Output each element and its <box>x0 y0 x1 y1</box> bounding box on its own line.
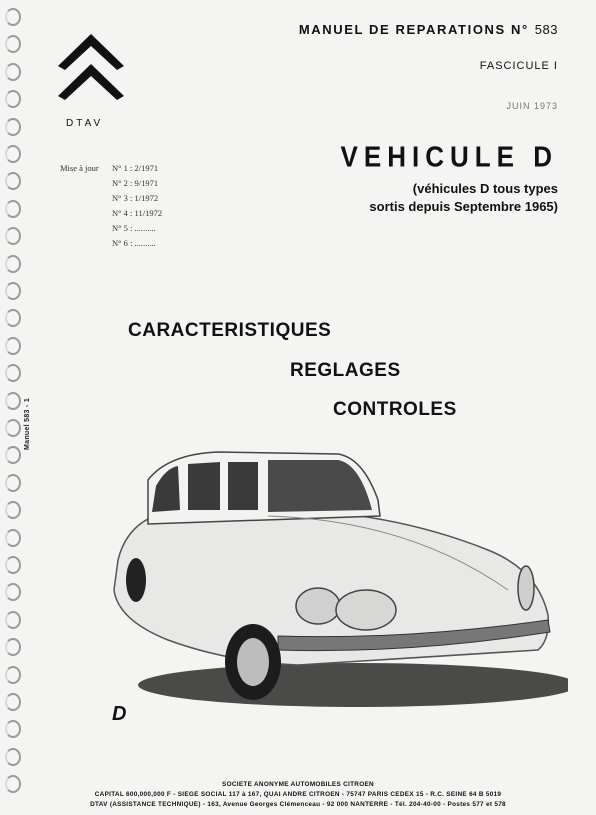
update-list <box>60 163 162 253</box>
manual-label: MANUEL DE REPARATIONS N° <box>298 22 529 37</box>
binding-ring <box>5 309 21 327</box>
side-manual-label: Manuel 583 - 1 <box>24 397 31 450</box>
update-entry: N° 4 : 11/1972 <box>112 208 163 218</box>
binding-ring <box>5 392 21 410</box>
binding-ring <box>5 720 21 738</box>
heading-caracteristiques: CARACTERISTIQUES <box>128 320 332 341</box>
citroen-ds-car-illustration <box>108 440 568 730</box>
footer-line-1: SOCIETE ANONYME AUTOMOBILES CITROEN <box>222 781 374 788</box>
publication-date: JUIN 1973 <box>506 101 558 111</box>
binding-ring <box>5 419 21 437</box>
manual-number: 583 <box>534 22 558 37</box>
logo-brand: DTAV <box>66 118 104 129</box>
binding-ring <box>5 35 21 53</box>
update-entry: N° 5 : .......... <box>112 223 156 233</box>
update-row <box>60 193 162 208</box>
binding-ring <box>5 145 21 163</box>
binding-ring <box>5 200 21 218</box>
binding-ring <box>5 118 21 136</box>
binding-ring <box>5 611 21 629</box>
binding-ring <box>5 474 21 492</box>
heading-reglages: REGLAGES <box>290 360 401 381</box>
page-title: VEHICULE D <box>340 140 558 173</box>
footer-line-2: CAPITAL 600,000,000 F - SIEGE SOCIAL 117 à 167, QUAI ANDRE CITROEN - 75747 PARIS CEDEX 15 - R.C. SEINE 64 B 5019 <box>94 791 502 798</box>
update-entry: N° 6 : .......... <box>112 238 156 248</box>
binding-ring <box>5 90 21 108</box>
binding-ring <box>5 748 21 766</box>
binding-ring <box>5 693 21 711</box>
binding-ring <box>5 172 21 190</box>
update-row <box>60 238 162 253</box>
footer-line-3: DTAV (ASSISTANCE TECHNIQUE) - 163, Avenue Georges Clémenceau - 92 000 NANTERRE - Tél. 204-40-00 - Postes 577 et 578 <box>90 801 506 808</box>
binding-ring <box>5 529 21 547</box>
binding-ring <box>5 337 21 355</box>
page-subtitle <box>369 180 558 216</box>
binding-ring <box>5 227 21 245</box>
binding-ring <box>5 775 21 793</box>
binding-ring <box>5 583 21 601</box>
binding-ring <box>5 446 21 464</box>
update-row <box>60 208 162 223</box>
update-row <box>60 223 162 238</box>
binding-ring <box>5 255 21 273</box>
update-entry: N° 1 : 2/1971 <box>112 163 159 173</box>
binding-ring <box>5 63 21 81</box>
binding-ring <box>5 666 21 684</box>
binding-ring <box>5 8 21 26</box>
manual-header <box>299 22 558 37</box>
update-lead: Mise à jour <box>60 163 99 173</box>
update-entry: N° 2 : 9/1971 <box>112 178 159 188</box>
binding-ring <box>5 282 21 300</box>
binding-ring <box>5 556 21 574</box>
spiral-binding <box>2 8 24 808</box>
subtitle-line-2: sortis depuis Septembre 1965) <box>369 199 558 214</box>
binding-ring <box>5 364 21 382</box>
update-row <box>60 163 162 178</box>
update-row <box>60 178 162 193</box>
subtitle-line-1: (véhicules D tous types <box>412 181 558 196</box>
fascicule-label: FASCICULE I <box>479 60 558 72</box>
binding-ring <box>5 638 21 656</box>
footer <box>30 780 566 810</box>
binding-ring <box>5 501 21 519</box>
chevron-logo-icon <box>54 30 128 108</box>
heading-controles: CONTROLES <box>333 399 457 420</box>
update-entry: N° 3 : 1/1972 <box>112 193 159 203</box>
model-d-logo: D <box>112 703 126 725</box>
